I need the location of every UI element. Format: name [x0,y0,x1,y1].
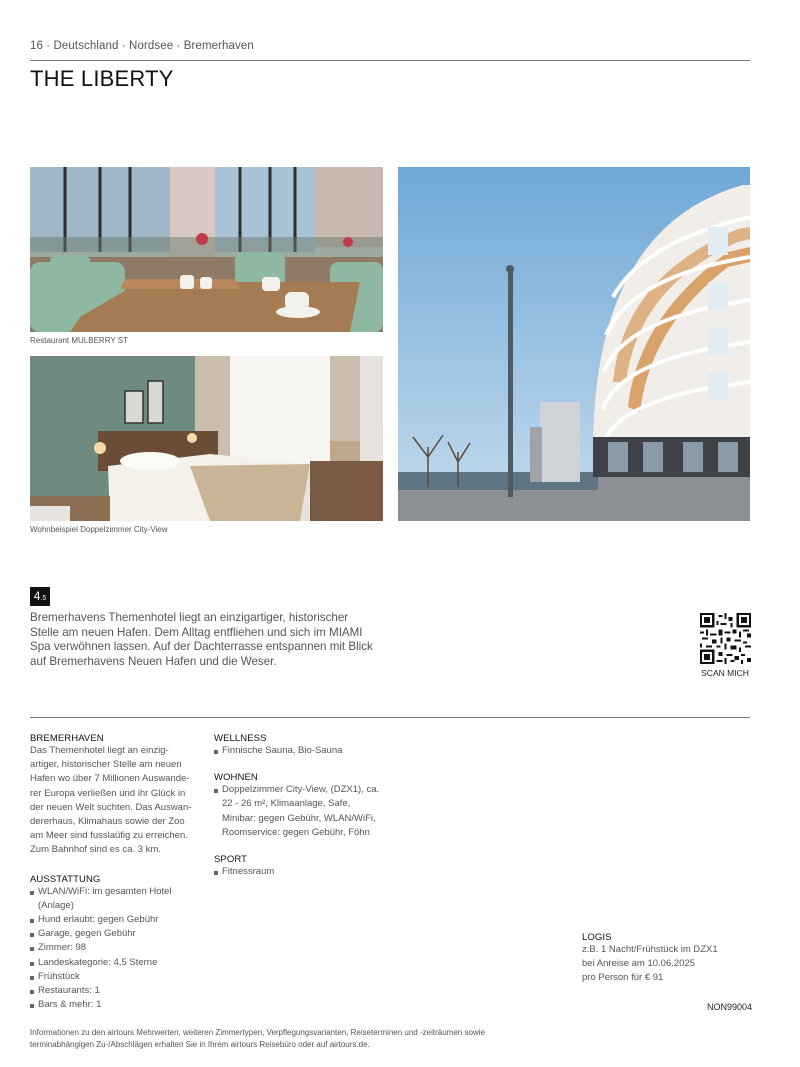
rating-main: 4 [33,589,41,603]
sport-heading: SPORT [214,854,248,866]
list-item: Bars & mehr: 1 [30,998,190,1012]
breadcrumb: 16 · Deutschland · Nordsee · Bremerhaven [30,40,254,52]
rating-sub: .5 [40,595,47,602]
list-item: Garage, gegen Gebühr [30,927,190,941]
bremerhaven-line: Das Themenhotel liegt an einzig- [30,745,169,756]
logis-line: pro Person für € 91 [582,972,664,984]
bremerhaven-text [30,744,205,858]
restaurant-photo [30,167,383,332]
page-title: THE LIBERTY [30,66,174,91]
list-item: Doppelzimmer City-View, (DZX1), ca. 22 - 26 m², Klimaanlage, Safe, Minibar: gegen Gebühr, WLAN/WiFi, Roomservice: gegen Gebühr, Föhn [214,783,386,840]
list-item: Frühstück [30,970,190,984]
qr-code[interactable] [700,613,751,664]
list-item: Finnische Sauna, Bio-Sauna [214,744,389,758]
list-item: Zimmer: 98 [30,941,190,955]
bremerhaven-line: rer Europa verließen und ihr Glück in [30,787,186,799]
logis-heading: LOGIS [582,932,612,943]
list-item: Restaurants: 1 [30,984,190,998]
logis-line: z.B. 1 Nacht/Frühstück im DZX1 [582,944,718,955]
bremerhaven-line: am Meer sind fusslaüfig zu erreichen. [30,830,188,842]
scan-label: SCAN MICH [701,668,749,678]
logis-box [582,932,752,986]
column-left [30,733,205,1012]
list-item: WLAN/WiFi: im gesamten Hotel (Anlage) [30,885,190,913]
room-caption: Wohnbeispiel Doppelzimmer City-View [30,525,168,534]
product-code: NON99004 [706,1002,752,1012]
bremerhaven-line: Hafen wo über 7 Millionen Auswande- [30,773,190,785]
bremerhaven-line: artiger, historischer Stelle am neuen [30,759,182,771]
bremerhaven-heading: BREMERHAVEN [30,733,104,744]
list-item: Landeskategorie: 4,5 Sterne [30,956,190,970]
list-item: Hund erlaubt: gegen Gebühr [30,913,190,927]
wohnen-heading: WOHNEN [214,772,258,784]
logis-line: bei Anreise am 10.06.2025 [582,958,696,970]
wohnen-list [214,783,386,840]
list-item: Fitnessraum [214,865,389,879]
intro-text: Bremerhavens Themenhotel liegt an einzigartiger, historischer Stelle am neuen Hafen. Dem Alltag entfliehen und sich im MIAMI Spa verwöhnen lassen. Auf der Dachterrasse entspannen mit Blick auf Bremerhavens Neuen Hafen und die Weser. [30,611,373,668]
restaurant-caption: Restaurant MULBERRY ST [30,336,128,345]
ausstattung-heading: AUSSTATTUNG [30,873,101,885]
room-photo [30,356,383,521]
ausstattung-list [30,885,190,1013]
wellness-list [214,744,389,758]
sport-list [214,865,389,879]
wellness-heading: WELLNESS [214,733,267,744]
footer-note: Informationen zu den airtours Mehrwerten, weiteren Zimmertypen, Verpflegungsvarianten, Reiseterminen und -zeiträumen sowie terminabhängigen Zu-/Abschlägen erhalten Sie in Ihrem airtours Reisebüro oder auf airtours.de. [30,1028,485,1049]
column-middle [214,733,389,879]
bremerhaven-line: dererhaus, Klimahaus sowie der Zoo [30,816,185,828]
rating-badge [30,587,50,606]
bremerhaven-line: der neuen Welt suchten. Das Auswan- [30,801,192,813]
bremerhaven-line: Zum Bahnhof sind es ca. 3 km. [30,844,161,856]
section-divider [30,717,750,718]
header-divider [30,60,750,61]
building-photo [398,167,750,521]
